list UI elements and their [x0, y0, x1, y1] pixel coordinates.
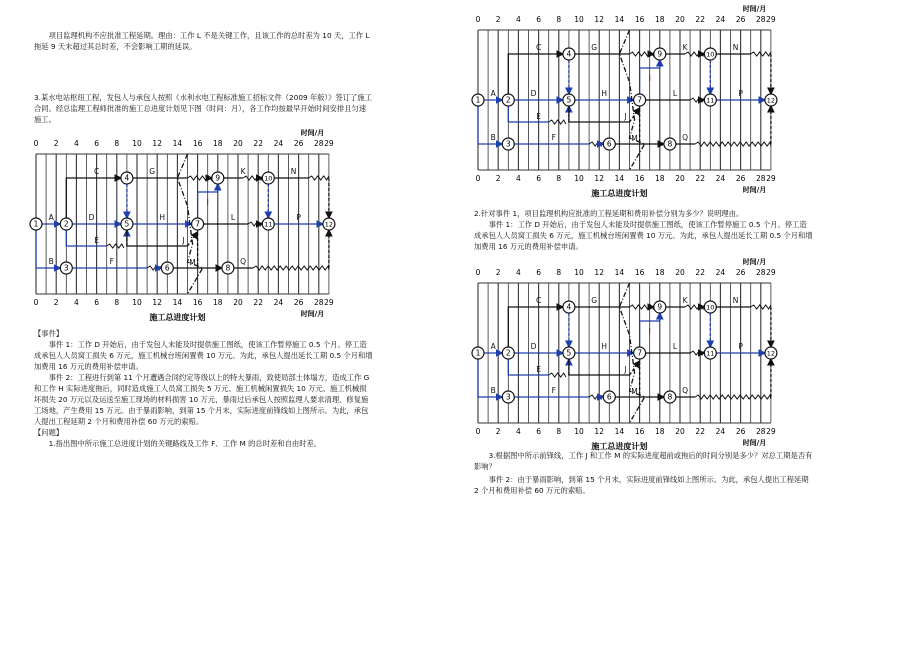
- node-label-9: 9: [657, 49, 663, 59]
- tick-label-top: 12: [152, 139, 162, 148]
- activity-label-q: Q: [682, 133, 689, 142]
- tick-label-bottom: 0: [475, 427, 481, 436]
- tick-label-bottom: 0: [475, 174, 481, 183]
- free-float-wave: [630, 305, 654, 309]
- free-float-wave: [107, 244, 124, 248]
- tick-label-bottom: 24: [715, 427, 726, 436]
- network-chart-right-top: [472, 2, 812, 202]
- activity-label-n: N: [732, 43, 739, 52]
- tick-label-top: 6: [536, 15, 541, 24]
- tick-label-top: 24: [273, 139, 284, 148]
- tick-label-bottom: 18: [655, 427, 665, 436]
- activity-label-b: B: [490, 133, 496, 142]
- node-label-6: 6: [606, 392, 612, 402]
- activity-label-j: J: [624, 112, 627, 121]
- node-label-12: 12: [766, 349, 776, 358]
- activity-label-d: D: [88, 213, 95, 222]
- free-float-wave: [253, 266, 329, 270]
- node-label-10: 10: [706, 303, 715, 312]
- tick-label-top: 18: [213, 139, 223, 148]
- tick-label-bottom: 29: [324, 298, 334, 307]
- node-label-2: 2: [63, 219, 69, 229]
- tick-label-top: 14: [614, 268, 625, 277]
- activity-label-h: H: [601, 89, 608, 98]
- node-label-11: 11: [706, 349, 715, 358]
- activity-label-l: L: [230, 213, 236, 222]
- node-label-4: 4: [566, 49, 572, 59]
- activity-label-p: P: [296, 213, 301, 222]
- tick-label-top: 14: [172, 139, 183, 148]
- time-unit-label-top: 时间/月: [300, 129, 325, 137]
- question-1-text: 1.指出图中所示施工总进度计划的关键路线及工作 F、工作 M 的总时差和自由时差。: [34, 439, 322, 448]
- activity-label-f: F: [109, 257, 114, 266]
- tick-label-top: 10: [132, 139, 142, 148]
- node-label-1: 1: [33, 219, 39, 229]
- free-float-wave: [589, 142, 602, 146]
- time-unit-label-bottom: 时间/月: [742, 186, 767, 194]
- tick-label-top: 29: [766, 268, 776, 277]
- network-chart-right-bottom: [472, 255, 812, 455]
- activity-label-g: G: [591, 43, 598, 52]
- tick-label-bottom: 24: [273, 298, 284, 307]
- node-label-8: 8: [667, 139, 673, 149]
- tick-label-top: 28: [314, 139, 324, 148]
- tick-label-bottom: 2: [495, 174, 501, 183]
- tick-label-top: 12: [594, 15, 604, 24]
- tick-label-top: 10: [574, 268, 584, 277]
- tick-label-bottom: 26: [735, 174, 746, 183]
- activity-label-f: F: [551, 386, 556, 395]
- tick-label-bottom: 12: [594, 174, 604, 183]
- activity-label-l: L: [672, 89, 678, 98]
- tick-label-top: 16: [634, 268, 645, 277]
- node-label-8: 8: [667, 392, 673, 402]
- tick-label-top: 28: [756, 15, 766, 24]
- node-label-5: 5: [566, 95, 572, 105]
- event-1-text: 事件 1：工作 D 开始后，由于发包人未能及时提供施工图纸，使该工作暂停施工 0.5 个月。停工造 成承包人人员窝工损失 6 万元，施工机械台班闲置费 10 万元。为此，承包人提出延长工期 0.5 个月和增 加费用 16 万元的费用补偿申请。: [34, 340, 373, 371]
- node-label-3: 3: [505, 139, 511, 149]
- tick-label-bottom: 22: [253, 298, 263, 307]
- tick-label-bottom: 14: [172, 298, 183, 307]
- node-label-7: 7: [637, 348, 642, 358]
- question-2-text: 2.针对事件 1，项目监理机构应批准的工程延期和费用补偿分别为多少？说明理由。: [474, 209, 744, 218]
- node-label-12: 12: [766, 96, 776, 105]
- activity-label-c: C: [93, 167, 100, 176]
- activity-label-m: M: [189, 258, 196, 267]
- tick-label-bottom: 10: [132, 298, 142, 307]
- tick-label-top: 26: [293, 139, 304, 148]
- question-3-text: 3.根据图中所示前锋线，工作 J 和工作 M 的实际进度超前或拖后的时间分别是多少？对总工期是否有 影响？: [474, 451, 813, 471]
- tick-label-bottom: 16: [634, 174, 645, 183]
- node-label-3: 3: [505, 392, 511, 402]
- tick-label-bottom: 8: [556, 427, 562, 436]
- tick-label-bottom: 14: [614, 174, 625, 183]
- node-label-5: 5: [124, 219, 130, 229]
- tick-label-top: 14: [614, 15, 625, 24]
- free-float-wave: [243, 176, 262, 180]
- activity-label-q: Q: [240, 257, 247, 266]
- chart-caption: 施工总进度计划: [591, 189, 648, 198]
- tick-label-bottom: 0: [33, 298, 39, 307]
- tick-label-bottom: 28: [314, 298, 324, 307]
- tick-label-top: 29: [766, 15, 776, 24]
- node-label-4: 4: [566, 302, 572, 312]
- tick-label-top: 26: [735, 15, 746, 24]
- node-label-7: 7: [637, 95, 642, 105]
- node-label-2: 2: [505, 95, 511, 105]
- tick-label-top: 20: [675, 15, 685, 24]
- free-float-wave: [695, 395, 771, 399]
- activity-label-i: I: [648, 74, 651, 83]
- tick-label-top: 2: [495, 268, 501, 277]
- tick-label-bottom: 10: [574, 427, 584, 436]
- activity-label-n: N: [732, 296, 739, 305]
- tick-label-bottom: 4: [516, 174, 521, 183]
- tick-label-top: 20: [675, 268, 685, 277]
- tick-label-top: 22: [695, 268, 705, 277]
- tick-label-top: 4: [516, 268, 521, 277]
- tick-label-bottom: 29: [766, 427, 776, 436]
- activity-label-e: E: [94, 236, 99, 245]
- tick-label-top: 12: [594, 268, 604, 277]
- node-label-5: 5: [566, 348, 572, 358]
- activity-arrow: [508, 307, 563, 347]
- free-float-wave: [248, 222, 262, 226]
- tick-label-top: 2: [53, 139, 59, 148]
- tick-label-bottom: 16: [634, 427, 645, 436]
- tick-label-bottom: 12: [152, 298, 162, 307]
- tick-label-bottom: 28: [756, 174, 766, 183]
- free-float-wave: [690, 351, 704, 355]
- tick-label-top: 8: [556, 15, 562, 24]
- tick-label-top: 2: [495, 15, 501, 24]
- free-float-wave: [695, 142, 771, 146]
- paragraph-question-3-intro: 3.某水电站枢纽工程，发包人与承包人按照《水利水电工程标准施工招标文件（2009 年版）》签订了施工 合同。经总监理工程师批准的施工总进度计划见下图（时间：月），各工作均按最早开始时间安排且匀速 施工。: [34, 93, 372, 124]
- node-label-10: 10: [264, 174, 273, 183]
- tick-label-top: 29: [324, 139, 334, 148]
- node-label-1: 1: [475, 348, 481, 358]
- node-label-8: 8: [225, 263, 231, 273]
- tick-label-top: 8: [556, 268, 562, 277]
- tick-label-top: 0: [33, 139, 39, 148]
- tick-label-bottom: 2: [53, 298, 59, 307]
- free-float-wave: [147, 266, 160, 270]
- tick-label-bottom: 16: [192, 298, 203, 307]
- activity-label-i: I: [648, 327, 651, 336]
- activity-label-c: C: [535, 43, 542, 52]
- node-label-6: 6: [606, 139, 612, 149]
- activity-arrow: [508, 54, 563, 94]
- tick-label-top: 24: [715, 268, 726, 277]
- answer-2-text: 事件 1：工作 D 开始后，由于发包人未能及时提供施工图纸，使该工作暂停施工 0.5 个月。停工造 成承包人人员窝工损失 6 万元，施工机械台班闲置费 10 万元。为此，承包人提出延长工期 0.5 个月和增 加费用 16 万元的费用补偿申请。: [474, 220, 813, 251]
- tick-label-top: 18: [655, 268, 665, 277]
- tick-label-top: 8: [114, 139, 120, 148]
- activity-label-h: H: [601, 342, 608, 351]
- node-label-2: 2: [505, 348, 511, 358]
- tick-label-bottom: 20: [675, 427, 685, 436]
- free-float-wave: [690, 98, 704, 102]
- time-unit-label-top: 时间/月: [742, 5, 767, 13]
- tick-label-bottom: 8: [114, 298, 120, 307]
- activity-label-d: D: [530, 89, 537, 98]
- node-label-1: 1: [475, 95, 481, 105]
- activity-label-j: J: [182, 236, 185, 245]
- tick-label-top: 10: [574, 15, 584, 24]
- tick-label-bottom: 26: [293, 298, 304, 307]
- tick-label-bottom: 22: [695, 427, 705, 436]
- tick-label-bottom: 6: [536, 174, 541, 183]
- time-unit-label-top: 时间/月: [742, 258, 767, 266]
- activity-label-q: Q: [682, 386, 689, 395]
- free-float-wave: [685, 52, 704, 56]
- time-unit-label-bottom: 时间/月: [742, 439, 767, 447]
- answer-3-text: 事件 2：由于暴雨影响，到第 15 个月末，实际进度前锋线如上图所示。为此，承包人提出工程延期 2 个月和费用补偿 60 万元的索赔。: [474, 475, 809, 495]
- tick-label-bottom: 4: [74, 298, 79, 307]
- free-float-wave: [630, 52, 654, 56]
- free-float-wave: [188, 176, 212, 180]
- node-label-11: 11: [264, 220, 273, 229]
- tick-label-top: 28: [756, 268, 766, 277]
- tick-label-bottom: 14: [614, 427, 625, 436]
- tick-label-bottom: 10: [574, 174, 584, 183]
- node-label-9: 9: [215, 173, 221, 183]
- tick-label-top: 24: [715, 15, 726, 24]
- activity-label-g: G: [591, 296, 598, 305]
- activity-label-j: J: [624, 365, 627, 374]
- activity-label-c: C: [535, 296, 542, 305]
- free-float-wave: [685, 305, 704, 309]
- node-label-7: 7: [195, 219, 200, 229]
- activity-label-k: K: [682, 43, 688, 52]
- activity-label-m: M: [631, 134, 638, 143]
- node-label-9: 9: [657, 302, 663, 312]
- tick-label-top: 6: [94, 139, 99, 148]
- activity-label-p: P: [738, 89, 743, 98]
- activity-label-k: K: [240, 167, 246, 176]
- activity-label-i: I: [206, 198, 209, 207]
- tick-label-bottom: 6: [536, 427, 541, 436]
- tick-label-bottom: 6: [94, 298, 99, 307]
- tick-label-bottom: 20: [675, 174, 685, 183]
- activity-label-b: B: [490, 386, 496, 395]
- time-unit-label-bottom: 时间/月: [300, 310, 325, 318]
- tick-label-top: 22: [253, 139, 263, 148]
- activity-label-l: L: [672, 342, 678, 351]
- node-label-11: 11: [706, 96, 715, 105]
- free-float-wave: [549, 120, 566, 124]
- node-label-10: 10: [706, 50, 715, 59]
- tick-label-top: 6: [536, 268, 541, 277]
- tick-label-top: 4: [74, 139, 79, 148]
- question-header: 【问题】: [34, 428, 64, 437]
- tick-label-top: 20: [233, 139, 243, 148]
- node-label-6: 6: [164, 263, 170, 273]
- tick-label-bottom: 29: [766, 174, 776, 183]
- tick-label-bottom: 20: [233, 298, 243, 307]
- activity-label-a: A: [490, 342, 496, 351]
- activity-label-k: K: [682, 296, 688, 305]
- activity-label-d: D: [530, 342, 537, 351]
- event-2-text: 事件 2：工程进行到第 11 个月遭遇合同约定等级以上的特大暴雨，致使局部土体塌方，造成工作 G 和工作 H 实际进度拖后，同时造成施工人员窝工损失 5 万元、施工机械闲置损失 10 万元、施工机械损 坏损失 20 万元以及运送至施工现场的材料损害 10 万元，暴雨过后承包人按照监理人要求清理、修复施 工场地，产生费用 15 万元。由于暴雨影响，到第 15 个月末，实际进度前锋线如上图所示。为此，承包 人提出工程延期 2 个月和费用补偿 60 万元的索赔。: [34, 373, 370, 426]
- tick-label-top: 18: [655, 15, 665, 24]
- tick-label-top: 0: [475, 268, 481, 277]
- tick-label-bottom: 26: [735, 427, 746, 436]
- activity-label-g: G: [149, 167, 156, 176]
- node-label-3: 3: [63, 263, 69, 273]
- free-float-wave: [549, 373, 566, 377]
- tick-label-bottom: 4: [516, 427, 521, 436]
- free-float-wave: [589, 395, 602, 399]
- tick-label-bottom: 24: [715, 174, 726, 183]
- tick-label-bottom: 22: [695, 174, 705, 183]
- activity-label-a: A: [490, 89, 496, 98]
- tick-label-bottom: 8: [556, 174, 562, 183]
- activity-label-h: H: [159, 213, 166, 222]
- event-header: 【事件】: [34, 329, 64, 338]
- tick-label-top: 0: [475, 15, 481, 24]
- node-label-4: 4: [124, 173, 130, 183]
- activity-label-e: E: [536, 365, 541, 374]
- tick-label-top: 26: [735, 268, 746, 277]
- tick-label-top: 22: [695, 15, 705, 24]
- paragraph-l-conclusion: 项目监理机构不应批准工程延期。理由：工作 L 不是关键工作，且该工作的总时差为 10 天，工作 L 拖延 9 天未超过其总时差，不会影响工期的延误。: [34, 31, 370, 51]
- activity-arrow: [66, 178, 121, 218]
- tick-label-top: 4: [516, 15, 521, 24]
- node-label-12: 12: [324, 220, 334, 229]
- activity-label-m: M: [631, 387, 638, 396]
- tick-label-top: 16: [192, 139, 203, 148]
- tick-label-bottom: 12: [594, 427, 604, 436]
- network-chart-left: [30, 126, 370, 326]
- tick-label-bottom: 18: [213, 298, 223, 307]
- tick-label-bottom: 18: [655, 174, 665, 183]
- tick-label-bottom: 28: [756, 427, 766, 436]
- activity-label-n: N: [290, 167, 297, 176]
- chart-caption: 施工总进度计划: [591, 442, 648, 451]
- activity-label-a: A: [48, 213, 54, 222]
- activity-label-b: B: [48, 257, 54, 266]
- activity-label-e: E: [536, 112, 541, 121]
- activity-label-f: F: [551, 133, 556, 142]
- tick-label-top: 16: [634, 15, 645, 24]
- chart-caption: 施工总进度计划: [149, 313, 206, 322]
- tick-label-bottom: 2: [495, 427, 501, 436]
- activity-label-p: P: [738, 342, 743, 351]
